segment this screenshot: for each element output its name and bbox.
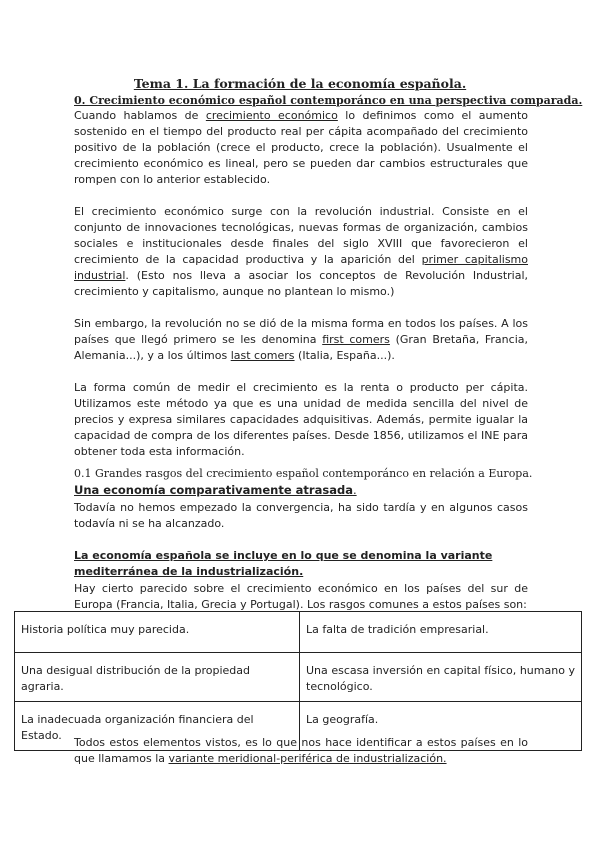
table-cell: Una desigual distribución de la propiedad agraria. [15,653,300,702]
paragraph-text: El crecimiento económico surge con la revolución industrial. Consiste en el conjunto de innovaciones tecnológicas, nuevas formas de organización, cambios sociales e institucionales desde finales del siglo XVIII que favorecieron el crecimiento de la capacidad productiva y la aparición del [74,205,528,266]
paragraph-comers [74,316,528,364]
section-0-title: 0. Crecimiento económico español contemporánco en una perspectiva comparada. [74,94,583,107]
document-title: Tema 1. La formación de la economía española. [133,76,467,91]
paragraph-text: . (Esto nos lleva a asociar los conceptos de Revolución Industrial, crecimiento y capitalismo, aunque no plantean lo mismo.) [74,269,528,298]
paragraph-text: (Italia, España...). [294,349,395,362]
underlined-term-last-comers: last comers [230,349,295,362]
paragraph-sur-europa: Hay cierto parecido sobre el crecimiento económico en los países del sur de Europa (Francia, Italia, Grecia y Portugal). Los rasgos comunes a estos países son: [74,582,528,611]
table-cell: La falta de tradición empresarial. [300,612,582,653]
sub-heading [74,483,357,497]
rasgos-table [14,611,582,751]
table-row [15,612,582,653]
paragraph-revolucion [74,204,528,300]
table-cell: La inadecuada organización financiera del Estado. [15,702,300,751]
table-cell: La geografía. [300,702,582,751]
paragraph-text: (Gran Bretaña, Francia, Alemania...), y a los últimos [74,333,528,362]
bold-heading-variante: La economía española se incluye en lo que se denomina la variante mediterránea de la industrialización. [74,549,493,578]
paragraph-text: Cuando hablamos de [74,109,206,122]
table-cell: Historia política muy parecida. [15,612,300,653]
paragraph-text: Sin embargo, la revolución no se dió de la misma forma en todos los países. A los países que llegó primero se les denomina [74,317,528,346]
table-cell: Una escasa inversión en capital físico, humano y tecnológico. [300,653,582,702]
paragraph-conclusion [74,735,528,767]
table-row [15,653,582,702]
paragraph-definition [74,108,528,188]
underlined-term-first-comers: first comers [322,333,390,346]
paragraph-text: lo definimos como el aumento sostenido en el tiempo del producto real per cápita acompañado del crecimiento positivo de la población (crece el producto, crece la población). Usualmente el crecimiento económico es lineal, pero se pueden dar cambios estructurales que rompen con lo anterior establecido. [74,109,528,186]
section-01-title: 0.1 Grandes rasgos del crecimiento español contemporánco en relación a Europa. [74,467,533,480]
underlined-term-crecimiento: crecimiento económico [205,109,338,122]
paragraph-convergencia: Todavía no hemos empezado la convergencia, ha sido tardía y en algunos casos todavía ni se ha alcanzado. [74,501,528,530]
sub-heading-period: . [352,483,357,497]
paragraph-text: Todos estos elementos vistos, es lo que nos hace identificar a estos países en lo que llamamos la [74,736,528,765]
sub-heading-text: Una economía comparativamente atrasada [74,483,353,497]
underlined-term-capitalismo: primer capitalismo industrial [74,253,529,282]
underlined-term-variante: variante meridional-periférica de industrialización. [168,752,447,765]
paragraph-medicion: La forma común de medir el crecimiento es la renta o producto per cápita. Utilizamos este método ya que es una unidad de medida sencilla del nivel de precios y expresa similares capacidades adquisitivas. Además, permite igualar la capacidad de compra de los diferentes países. Desde 1856, utilizamos el INE para obtener toda esta información. [74,381,528,458]
